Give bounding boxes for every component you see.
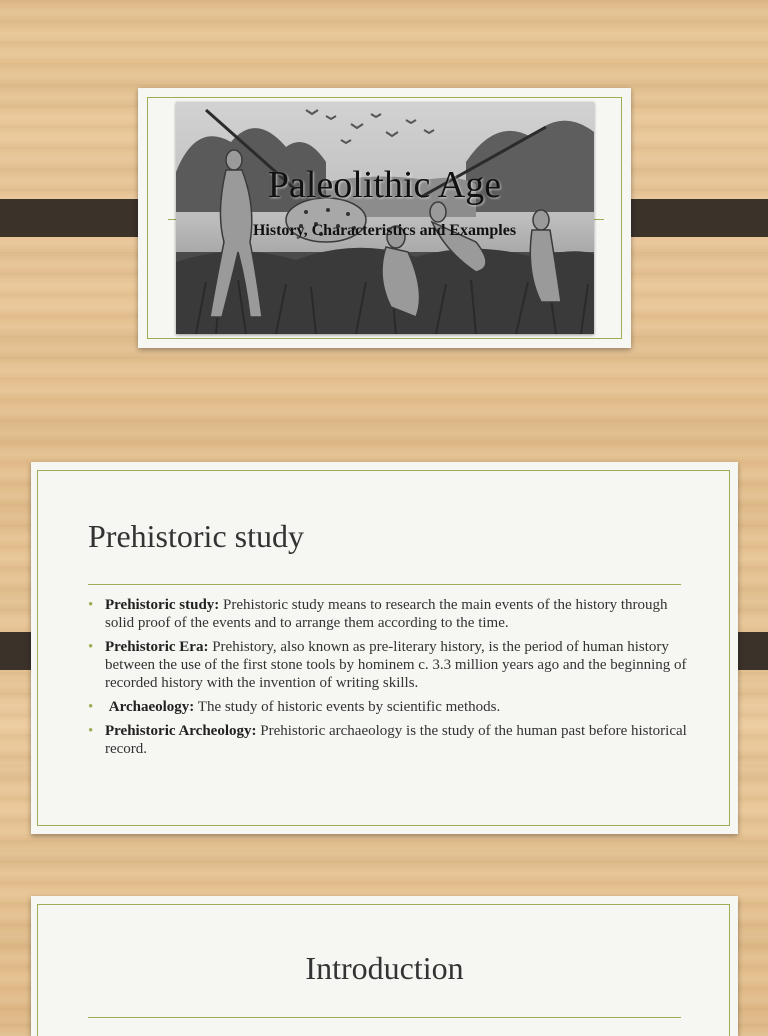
tab-marker-left-1	[0, 199, 155, 237]
bullet-term: Prehistoric Archeology:	[105, 723, 257, 739]
bullet-icon: •	[88, 597, 94, 613]
list-item	[88, 722, 688, 758]
introduction-slide[interactable]	[31, 896, 738, 1036]
slide-subtitle: History, Characteristics and Examples	[252, 222, 517, 239]
list-item	[88, 698, 688, 716]
list-item	[88, 638, 688, 692]
prehistoric-study-slide[interactable]	[31, 462, 738, 834]
title-rule-right	[594, 219, 604, 220]
list-item	[88, 596, 688, 632]
bullet-term: Prehistoric Era:	[105, 639, 209, 655]
bullet-text: The study of historic events by scientific methods.	[194, 699, 501, 715]
slide-title: Prehistoric study	[88, 518, 304, 554]
hunting-scene-image	[176, 102, 594, 334]
slide-title: Introduction	[305, 950, 464, 986]
bullet-icon: •	[88, 723, 94, 739]
hunting-scene-illustration	[176, 102, 594, 334]
bullet-list	[88, 596, 688, 764]
title-underline	[88, 584, 681, 585]
title-slide[interactable]	[138, 88, 631, 348]
bullet-term: Prehistoric study:	[105, 597, 220, 613]
slide-title: Paleolithic Age	[267, 164, 502, 206]
bullet-icon: •	[88, 699, 94, 715]
bullet-icon: •	[88, 639, 94, 655]
tab-marker-right-1	[613, 199, 768, 237]
bullet-term: Archaeology:	[108, 699, 195, 715]
bullet-text: Prehistory, also known as pre-literary history, is the period of human history between the use of the first stone tools by hominem c. 3.3 million years ago and the beginning of recorded history with the invention of writing skills.	[105, 639, 687, 691]
bullet-text: Prehistoric study means to research the main events of the history through solid proof of the events and to arrange them according to the time.	[105, 597, 668, 631]
title-underline	[88, 1017, 681, 1018]
bullet-text: Prehistoric archaeology is the study of the human past before historical record.	[105, 723, 687, 757]
